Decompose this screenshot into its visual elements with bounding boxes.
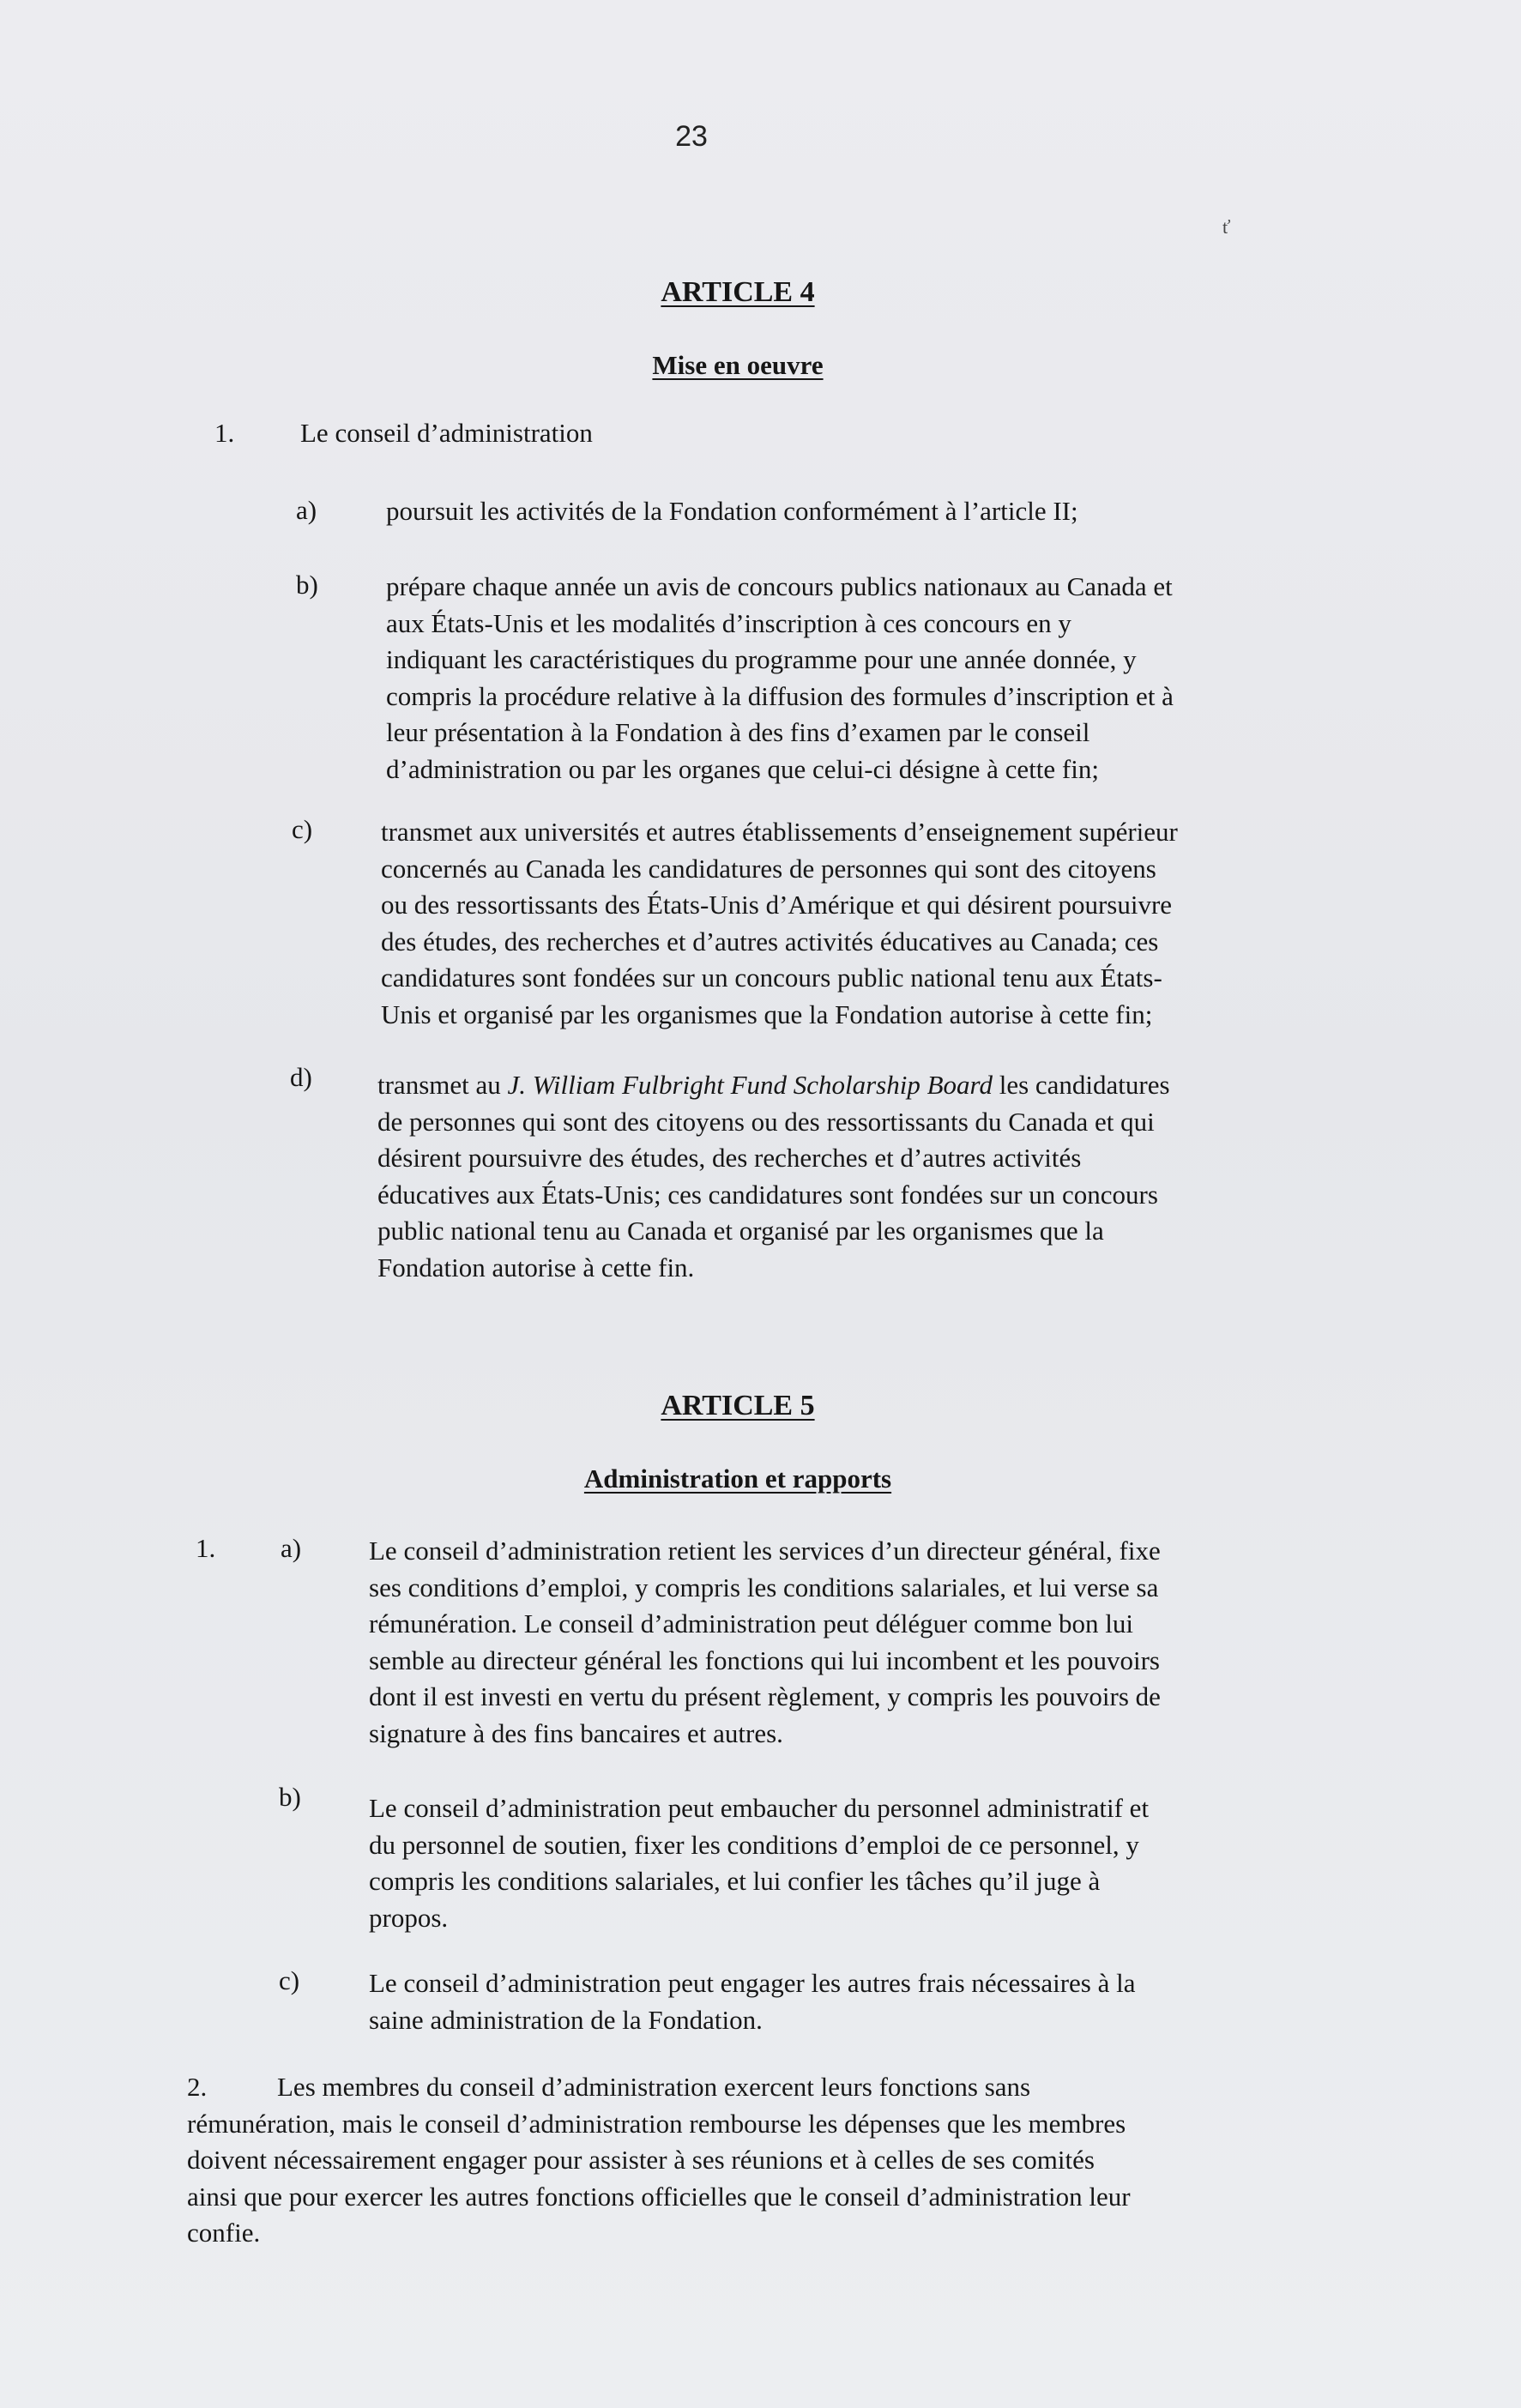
stray-mark: ť: [1222, 216, 1231, 238]
article-5-item-c-text: Le conseil d’administration peut engager les autres frais nécessaires à la saine administration de la Fondation.: [369, 1968, 1136, 2035]
article-4-item-c-label: c): [292, 814, 313, 844]
article-5-item-a-label: a): [281, 1533, 302, 1563]
article-5-section-2-number: 2.: [187, 2072, 208, 2102]
article-4-item-a-label: a): [296, 495, 317, 525]
article-5-item-c-label: c): [279, 1965, 300, 1995]
article-4-subtitle: Mise en oeuvre: [652, 350, 824, 380]
fulbright-board-name: J. William Fulbright Fund Scholarship Board: [507, 1070, 993, 1100]
article-5-item-a-text: Le conseil d’administration retient les services d’un directeur général, fixe ses conditions d’emploi, y compris les conditions salariales, et lui verse sa rémunération. Le conseil d’administration peut déléguer comme bon lui semble au directeur général les fonctions qui lui incombent et les pouvoirs dont il est investi en vertu du présent règlement, y compris les pouvoirs de signature à des fins bancaires et autres.: [369, 1536, 1161, 1748]
article-5-title: ARTICLE 5: [661, 1390, 815, 1421]
article-5-subtitle: Administration et rapports: [583, 1464, 892, 1494]
article-4-title: ARTICLE 4: [661, 276, 815, 308]
article-5-item-b-label: b): [279, 1782, 301, 1812]
page-number: 23: [675, 120, 708, 153]
article-5-section-1-number: 1.: [196, 1533, 216, 1563]
article-4-item-a-text: poursuit les activités de la Fondation conformément à l’article II;: [386, 496, 1078, 526]
article-4-section-1-number: 1.: [214, 418, 235, 448]
article-5-item-b-text: Le conseil d’administration peut embaucher du personnel administratif et du personnel de soutien, fixer les conditions d’emploi de ce personnel, y compris les conditions salariales, et lui confier les tâches qu’il juge à propos.: [369, 1793, 1150, 1933]
article-4-item-c-text: transmet aux universités et autres établissements d’enseignement supérieur concernés au Canada les candidatures de personnes qui sont des citoyens ou des ressortissants des États-Unis d’Amérique et qui désirent poursuivre des études, des recherches et d’autres activités éducatives au Canada; ces candidatures sont fondées sur un concours public national tenu aux États- Unis et organisé par les organismes que la Fondation autorise à cette fin;: [381, 817, 1178, 1029]
article-4-item-d-label: d): [290, 1062, 312, 1092]
article-4-section-1-text: Le conseil d’administration: [300, 418, 593, 448]
article-4-item-b-text: prépare chaque année un avis de concours publics nationaux au Canada et aux États-Unis et les modalités d’inscription à ces concours en y indiquant les caractéristiques du programme pour une année donnée, y compris la procédure relative à la diffusion des formules d’inscription et à leur présentation à la Fondation à des fins d’examen par le conseil d’administration ou par les organes que celui-ci désigne à cette fin;: [386, 571, 1174, 784]
article-4-item-d-text: transmet au J. William Fulbright Fund Scholarship Board les candidatures de personnes qui sont des citoyens ou des ressortissants du Canada et qui désirent poursuivre des études, des recherches et d’autres activités éducatives aux États-Unis; ces candidatures sont fondées sur un concours public national tenu au Canada et organisé par les organismes que la Fondation autorise à cette fin.: [377, 1070, 1170, 1282]
article-5-section-2-text: Les membres du conseil d’administration exercent leurs fonctions sans rémunération, mais le conseil d’administration rembourse les dépenses que les membres doivent nécessairement engager pour assister à ses réunions et à celles de ses comités ainsi que pour exercer les autres fonctions officielles que le conseil d’administration leur confie.: [187, 2072, 1131, 2248]
article-4-item-b-label: b): [296, 570, 318, 600]
